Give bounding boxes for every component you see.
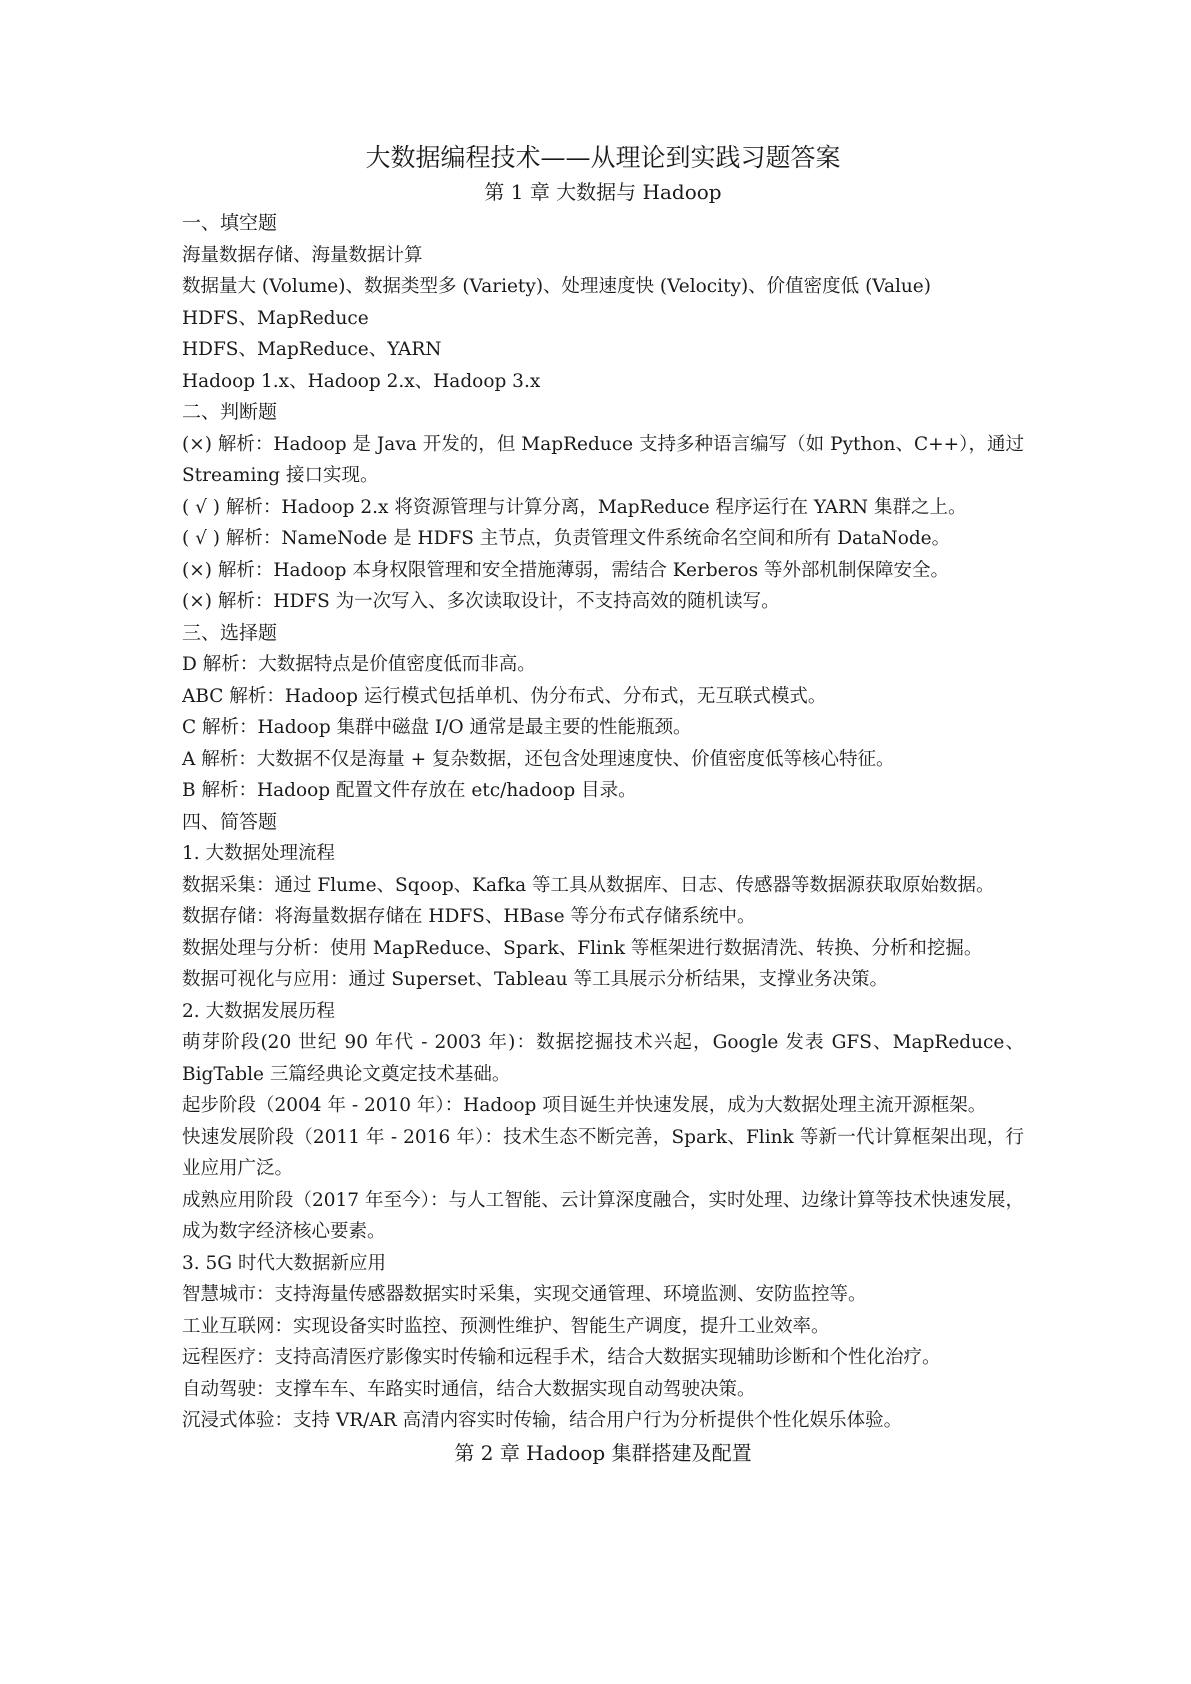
judge-answer-4: (×) 解析：Hadoop 本身权限管理和安全措施薄弱，需结合 Kerberos 等外部机制保障安全。 [182,559,949,581]
document-content [182,140,1024,1469]
section-judge-heading: 二、判断题 [182,401,278,423]
short-q2-item-1: 萌芽阶段(20 世纪 90 年代 - 2003 年)：数据挖掘技术兴起，Google 发表 GFS、MapReduce、BigTable 三篇经典论文奠定技术基础。 [182,1032,1024,1085]
short-q3-item-3: 远程医疗：支持高清医疗影像实时传输和远程手术，结合大数据实现辅助诊断和个性化治疗。 [182,1347,941,1368]
choice-answer-4: A 解析：大数据不仅是海量 + 复杂数据，还包含处理速度快、价值密度低等核心特征。 [182,748,895,770]
choice-answer-5: B 解析：Hadoop 配置文件存放在 etc/hadoop 目录。 [182,780,637,801]
short-q1-item-3: 数据处理与分析：使用 MapReduce、Spark、Flink 等框架进行数据清洗、转换、分析和挖掘。 [182,937,983,959]
short-q1-item-4: 数据可视化与应用：通过 Superset、Tableau 等工具展示分析结果，支撑业务决策。 [182,969,888,990]
short-q3-item-1: 智慧城市：支持海量传感器数据实时采集，实现交通管理、环境监测、安防监控等。 [182,1284,867,1305]
fill-answer-3: HDFS、MapReduce [182,307,369,329]
short-q3-item-5: 沉浸式体验：支持 VR/AR 高清内容实时传输，结合用户行为分析提供个性化娱乐体验。 [182,1410,903,1431]
short-q1-title: 1. 大数据处理流程 [182,843,336,864]
short-q1-item-2: 数据存储：将海量数据存储在 HDFS、HBase 等分布式存储系统中。 [182,906,756,927]
section-short-heading: 四、简答题 [182,810,278,833]
fill-answer-4: HDFS、MapReduce、YARN [182,339,442,360]
chapter-1-heading: 第 1 章 大数据与 Hadoop [484,180,722,204]
short-q3-title: 3. 5G 时代大数据新应用 [182,1252,386,1274]
judge-answer-5: (×) 解析：HDFS 为一次写入、多次读取设计，不支持高效的随机读写。 [182,591,780,612]
document-title: 大数据编程技术——从理论到实践习题答案 [365,143,841,172]
short-q2-item-3: 快速发展阶段（2011 年 - 2016 年）：技术生态不断完善，Spark、Flink 等新一代计算框架出现，行业应用广泛。 [182,1126,1024,1179]
judge-answer-3: ( √ ) 解析：NameNode 是 HDFS 主节点，负责管理文件系统命名空间和所有 DataNode。 [182,528,951,549]
short-q2-item-2: 起步阶段（2004 年 - 2010 年）：Hadoop 项目诞生并快速发展，成为大数据处理主流开源框架。 [182,1095,987,1116]
choice-answer-1: D 解析：大数据特点是价值密度低而非高。 [182,654,536,675]
short-q2-item-4: 成熟应用阶段（2017 年至今）：与人工智能、云计算深度融合，实时处理、边缘计算等技术快速发展，成为数字经济核心要素。 [182,1189,1024,1242]
short-q3-item-4: 自动驾驶：支撑车车、车路实时通信，结合大数据实现自动驾驶决策。 [182,1378,756,1400]
choice-answer-2: ABC 解析：Hadoop 运行模式包括单机、伪分布式、分布式，无互联式模式。 [182,685,827,707]
choice-answer-3: C 解析：Hadoop 集群中磁盘 I/O 通常是最主要的性能瓶颈。 [182,717,692,738]
section-fill-heading: 一、填空题 [182,212,278,234]
section-choice-heading: 三、选择题 [182,621,278,644]
fill-answer-2: 数据量大 (Volume)、数据类型多 (Variety)、处理速度快 (Velocity)、价值密度低 (Value) [182,276,931,297]
chapter-2-heading: 第 2 章 Hadoop 集群搭建及配置 [454,1440,752,1465]
fill-answer-5: Hadoop 1.x、Hadoop 2.x、Hadoop 3.x [182,370,541,392]
judge-answer-2: ( √ ) 解析：Hadoop 2.x 将资源管理与计算分离，MapReduce 程序运行在 YARN 集群之上。 [182,496,967,518]
short-q2-title: 2. 大数据发展历程 [182,1000,336,1022]
short-q1-item-1: 数据采集：通过 Flume、Sqoop、Kafka 等工具从数据库、日志、传感器等数据源获取原始数据。 [182,874,995,896]
short-q3-item-2: 工业互联网：实现设备实时监控、预测性维护、智能生产调度，提升工业效率。 [182,1315,830,1337]
fill-answer-1: 海量数据存储、海量数据计算 [182,244,423,266]
judge-answer-1: (×) 解析：Hadoop 是 Java 开发的，但 MapReduce 支持多种语言编写（如 Python、C++），通过 Streaming 接口实现。 [182,433,1024,486]
